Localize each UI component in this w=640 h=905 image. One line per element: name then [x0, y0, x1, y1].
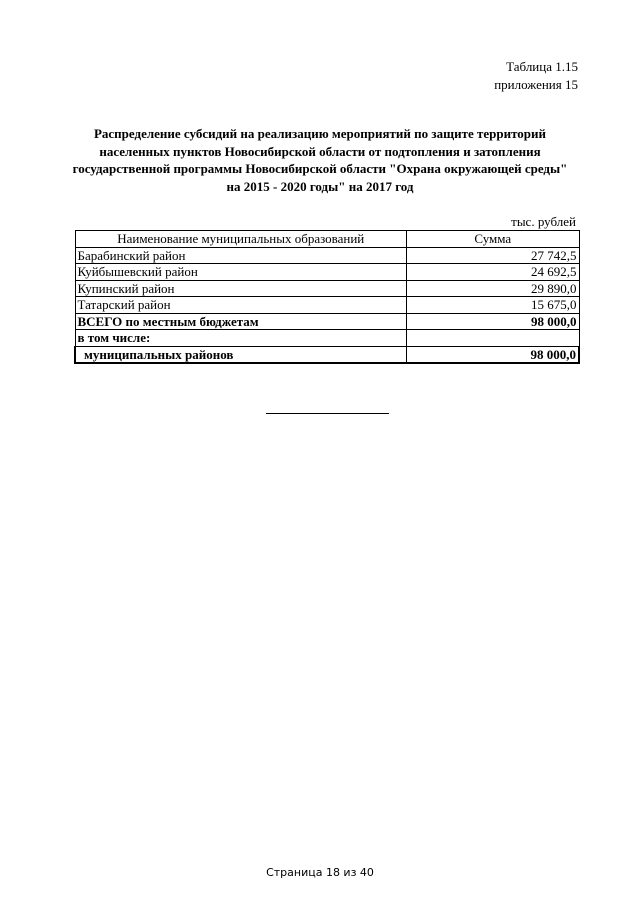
table-row — [75, 280, 579, 297]
district-name: Куйбышевский район — [75, 264, 407, 281]
document-title — [64, 125, 576, 195]
column-header-amount: Сумма — [407, 231, 580, 248]
table-header-row — [75, 231, 579, 248]
district-amount: 27 742,5 — [407, 247, 580, 264]
municipal-districts-amount: 98 000,0 — [407, 346, 580, 363]
table-row — [75, 247, 579, 264]
column-header-name: Наименование муниципальных образований — [75, 231, 407, 248]
page-number: Страница 18 из 40 — [266, 866, 374, 879]
title-line-1: Распределение субсидий на реализацию мероприятий по защите территорий — [93, 126, 547, 141]
total-amount: 98 000,0 — [407, 313, 580, 330]
title-line-4: на 2015 - 2020 годы" на 2017 год — [226, 178, 414, 194]
municipal-districts-row — [75, 346, 579, 363]
district-name: Барабинский район — [75, 247, 407, 264]
district-name: Купинский район — [75, 280, 407, 297]
total-row — [75, 313, 579, 330]
municipal-districts-label: муниципальных районов — [75, 346, 407, 363]
including-row — [75, 330, 579, 347]
units-label: тыс. рублей — [511, 214, 576, 229]
table-reference — [494, 58, 578, 94]
district-name: Татарский район — [75, 297, 407, 314]
table-row — [75, 297, 579, 314]
including-label: в том числе: — [75, 330, 407, 347]
appendix-reference: приложения 15 — [494, 77, 578, 92]
separator-line — [266, 413, 389, 414]
including-amount — [407, 330, 580, 347]
title-line-2: населенных пунктов Новосибирской области от подтопления и затопления — [99, 143, 541, 159]
district-amount: 24 692,5 — [407, 264, 580, 281]
table-number: Таблица 1.15 — [506, 59, 578, 74]
table-row — [75, 264, 579, 281]
total-label: ВСЕГО по местным бюджетам — [75, 313, 407, 330]
subsidy-table — [74, 230, 580, 364]
district-amount: 15 675,0 — [407, 297, 580, 314]
title-line-3: государственной программы Новосибирской области "Охрана окружающей среды" — [72, 161, 568, 176]
district-amount: 29 890,0 — [407, 280, 580, 297]
